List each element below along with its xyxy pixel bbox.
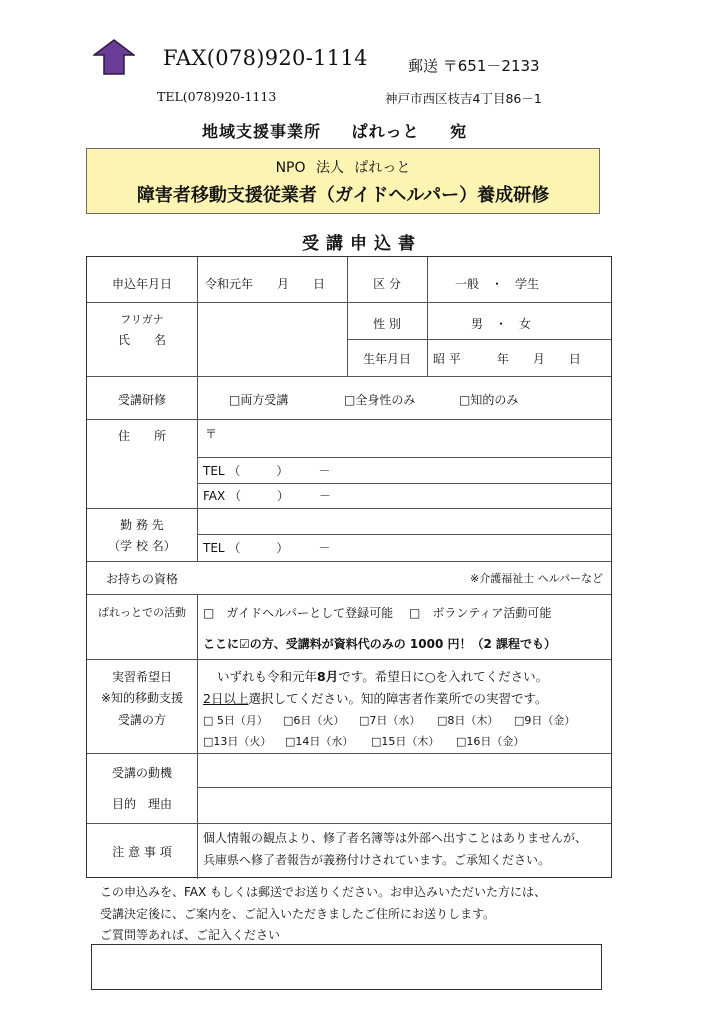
questions-field[interactable]	[91, 944, 602, 990]
practice-date-option[interactable]: □6日（火）	[283, 714, 345, 727]
tel-field[interactable]: TEL （ ） －	[203, 464, 331, 478]
activity-option-label: ガイドヘルパーとして登録可能	[226, 606, 394, 620]
motivation-label: 受講の動機	[111, 766, 172, 780]
caution-text: 個人情報の観点より、修了者名簿等は外部へ出すことはありませんが、	[203, 831, 588, 845]
row-divider	[87, 419, 611, 420]
practice-date-text: 15日（木）	[381, 735, 440, 748]
practice-minimum-days: 2日以上	[203, 691, 249, 706]
office-address: 神戸市西区枝吉4丁目86－1	[385, 91, 542, 106]
activity-label: ぱれっとでの活動	[98, 606, 186, 619]
motivation-field[interactable]	[198, 754, 611, 787]
gender-label: 性 別	[373, 317, 401, 331]
row-divider	[87, 659, 611, 660]
practice-date-option[interactable]: □15日（木）	[371, 735, 440, 748]
qualification-field[interactable]: ※介護福祉士 ヘルパーなど	[470, 572, 603, 585]
caution-label: 注 意 事 項	[112, 845, 172, 859]
category-field[interactable]: 一般 ・ 学生	[455, 277, 540, 291]
application-form	[86, 256, 612, 878]
workplace-tel-field[interactable]: TEL （ ） －	[203, 541, 331, 555]
course-option-intellectual[interactable]: □知的のみ	[459, 393, 519, 407]
fax-field[interactable]: FAX （ ） －	[203, 489, 332, 503]
column-divider	[427, 257, 428, 376]
activity-fee-note: ここに☑の方、受講料が資料代のみの 1000 円！（2 課程でも）	[203, 637, 557, 651]
practice-intro-text: いずれも令和元年	[217, 669, 318, 684]
questions-prompt: ご質問等あれば、ご記入ください	[100, 928, 281, 942]
qualification-label: お持ちの資格	[105, 572, 178, 586]
row-divider	[347, 339, 611, 340]
up-arrow-icon	[93, 39, 135, 75]
form-title: 受講申込書	[302, 234, 422, 254]
category-label: 区 分	[373, 277, 401, 291]
submission-note: 受講決定後に、ご案内を、ご記入いただきましたご住所にお送りします。	[100, 907, 496, 921]
workplace-label: 勤 務 先	[120, 518, 164, 532]
course-option-label: 全身性のみ	[355, 393, 416, 407]
practice-month: 8月	[317, 669, 339, 684]
purpose-label: 目的 理由	[111, 797, 172, 811]
school-label: （学 校 名）	[108, 539, 176, 553]
purpose-field[interactable]	[198, 788, 611, 823]
row-divider	[197, 483, 611, 484]
practice-date-text: 8日（木）	[447, 714, 499, 727]
practice-date-option[interactable]: □7日（水）	[359, 714, 421, 727]
course-label: 受講研修	[117, 393, 166, 407]
name-label: 氏 名	[117, 333, 166, 347]
activity-option-guide-helper[interactable]: □ ガイドヘルパーとして登録可能	[203, 606, 394, 620]
address-field[interactable]: 〒	[205, 427, 218, 441]
practice-date-option[interactable]: □16日（金）	[456, 735, 525, 748]
practice-date-text: 13日（火）	[213, 735, 272, 748]
course-banner	[86, 148, 600, 214]
practice-intro-text: です。希望日に○を入れてください。	[338, 669, 549, 684]
row-divider	[87, 376, 611, 377]
row-divider	[197, 457, 611, 458]
row-divider	[87, 302, 611, 303]
practice-date-option[interactable]: □ 5日（月）	[203, 714, 268, 727]
name-field[interactable]	[198, 303, 347, 376]
caution-text: 兵庫県へ修了者報告が義務付けされています。ご承知ください。	[203, 853, 551, 867]
postal-code: 郵送 〒651－2133	[408, 57, 540, 75]
apply-date-field[interactable]: 令和元年 月 日	[205, 277, 326, 291]
gender-field[interactable]: 男 ・ 女	[471, 317, 532, 331]
office-addressee: 地域支援事業所 ぱれっと 宛	[202, 122, 468, 141]
tel-number: TEL(078)920-1113	[157, 89, 277, 104]
course-option-both[interactable]: □両方受講	[229, 393, 289, 407]
workplace-field[interactable]	[198, 509, 611, 534]
practice-instruction	[203, 689, 547, 707]
row-divider	[87, 823, 611, 824]
practice-date-text: 14日（水）	[295, 735, 354, 748]
practice-date-text: 9日（金）	[524, 714, 576, 727]
birth-date-label: 生年月日	[362, 352, 411, 366]
practice-note-label: ※知的移動支援	[100, 691, 184, 705]
practice-instruction-text: 選択してください。知的障害者作業所での実習です。	[248, 691, 548, 706]
practice-date-label: 実習希望日	[111, 670, 172, 684]
course-option-whole-body[interactable]: □全身性のみ	[344, 393, 416, 407]
submission-note: この申込みを、FAX もしくは郵送でお送りください。お申込みいただいた方には、	[100, 885, 547, 899]
activity-option-volunteer[interactable]: □ ボランティア活動可能	[409, 606, 552, 620]
practice-intro	[217, 667, 548, 685]
practice-date-option[interactable]: □14日（水）	[285, 735, 354, 748]
practice-date-text: 6日（火）	[293, 714, 345, 727]
practice-date-text: 5日（月）	[216, 714, 268, 727]
row-divider	[87, 561, 611, 562]
banner-org: NPO 法人 ぱれっと	[275, 160, 411, 176]
practice-date-option[interactable]: □13日（火）	[203, 735, 272, 748]
apply-date-label: 申込年月日	[111, 277, 172, 291]
practice-date-option[interactable]: □8日（木）	[437, 714, 499, 727]
birth-date-field[interactable]: 昭 平 年 月 日	[433, 352, 581, 366]
fax-number: FAX(078)920-1114	[163, 46, 368, 70]
practice-date-option[interactable]: □9日（金）	[514, 714, 576, 727]
address-label: 住 所	[117, 429, 166, 443]
activity-option-label: ボランティア活動可能	[432, 606, 552, 620]
row-divider	[197, 534, 611, 535]
course-option-label: 両方受講	[240, 393, 289, 407]
practice-attendee-label: 受講の方	[117, 713, 166, 727]
practice-date-text: 7日（水）	[369, 714, 421, 727]
practice-date-text: 16日（金）	[466, 735, 525, 748]
banner-course-title: 障害者移動支援従業者（ガイドヘルパー）養成研修	[136, 185, 550, 206]
row-divider	[87, 594, 611, 595]
column-divider	[197, 594, 198, 879]
course-option-label: 知的のみ	[470, 393, 519, 407]
furigana-label: フリガナ	[120, 313, 164, 326]
